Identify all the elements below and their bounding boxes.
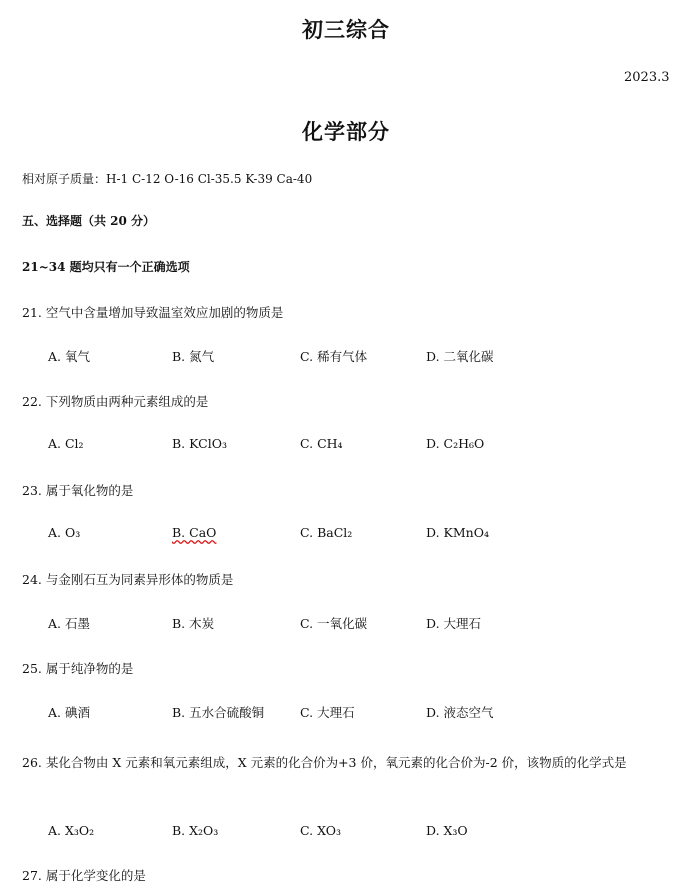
option-d: D. 液态空气 — [426, 705, 494, 720]
question-stem: 24. 与金刚石互为同素异形体的物质是 — [22, 572, 234, 587]
question-stem: 27. 属于化学变化的是 — [22, 868, 146, 883]
option-d: D. X₃O — [426, 823, 468, 838]
option-c: C. 稀有气体 — [300, 349, 368, 364]
option-a: A. 氧气 — [48, 349, 90, 364]
part-instruction: 21~34 题均只有一个正确选项 — [22, 260, 190, 274]
option-a: A. Cl₂ — [48, 436, 84, 451]
option-d: D. 大理石 — [426, 616, 482, 631]
question-stem: 21. 空气中含量增加导致温室效应加剧的物质是 — [22, 305, 284, 320]
option-d: D. C₂H₆O — [426, 436, 485, 451]
option-b: B. 氮气 — [172, 349, 215, 364]
option-c: C. BaCl₂ — [300, 525, 353, 540]
option-b: B. 五水合硫酸铜 — [172, 705, 265, 720]
option-c: C. 一氧化碳 — [300, 616, 368, 631]
option-a: A. O₃ — [48, 525, 81, 540]
relative-atomic-masses: 相对原子质量：H-1 C-12 O-16 Cl-35.5 K-39 Ca-40 — [22, 172, 313, 186]
question-stem: 26. 某化合物由 X 元素和氧元素组成，X 元素的化合价为+3 价，氧元素的化合价为-2 价，该物质的化学式是 — [22, 755, 627, 770]
option-c: C. XO₃ — [300, 823, 342, 838]
section-title: 化学部分 — [302, 119, 390, 144]
part-heading: 五、选择题（共 20 分） — [22, 214, 156, 228]
question-stem: 22. 下列物质由两种元素组成的是 — [22, 394, 209, 409]
document-title: 初三综合 — [302, 17, 390, 42]
option-b: B. 木炭 — [172, 616, 215, 631]
option-b: B. KClO₃ — [172, 436, 227, 451]
option-c: C. 大理石 — [300, 705, 355, 720]
exam-date: 2023.3 — [624, 70, 670, 85]
option-b: B. X₂O₃ — [172, 823, 219, 838]
option-c: C. CH₄ — [300, 436, 343, 451]
option-b-spellcheck-underlined: B. CaO — [172, 525, 217, 540]
option-a: A. 碘酒 — [48, 705, 90, 720]
option-d: D. KMnO₄ — [426, 525, 489, 540]
option-a: A. X₃O₂ — [48, 823, 95, 838]
question-stem: 25. 属于纯净物的是 — [22, 661, 134, 676]
option-a: A. 石墨 — [48, 616, 90, 631]
option-d: D. 二氧化碳 — [426, 349, 494, 364]
question-stem: 23. 属于氧化物的是 — [22, 483, 134, 498]
